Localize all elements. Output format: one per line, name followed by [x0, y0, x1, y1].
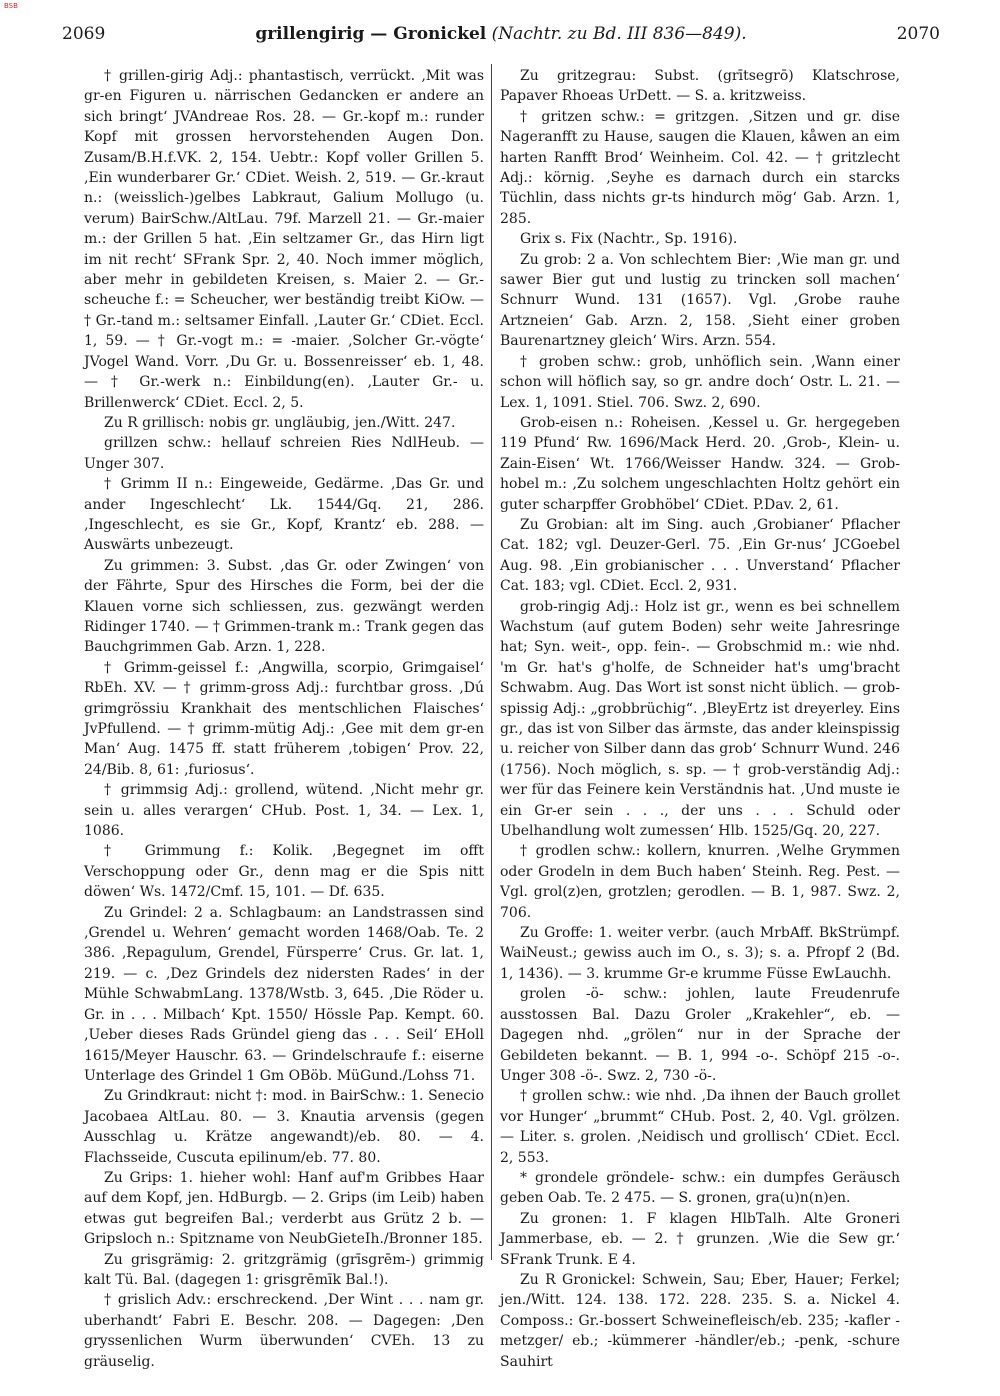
headword-range: grillengirig — Gronickel: [255, 24, 487, 44]
running-head: [62, 24, 940, 44]
dictionary-entry: † grislich Adv.: erschreckend. ‚Der Wint . . . nam gr. uberhandt‘ Fabri E. Beschr. 208. — Dagegen: ‚Den gryssenlichen Wurm überwunden‘ CVEh. 13 zu gräuselig.: [84, 1292, 484, 1370]
dictionary-entry: Zu Grips: 1. hieher wohl: Hanf auf'm Gribbes Haar auf dem Kopf, jen. HdBurgb. — 2. Grips (im Leib) haben etwas gut begreifen Bal.; verderbt aus Grütz 2 b. — Gripsloch n.: Spitzname von NeubGieteIh./Bronner 185.: [84, 1169, 484, 1248]
dictionary-entry: † Grimmung f.: Kolik. ‚Begegnet im offt Verschoppung oder Gr., denn mag er die Spis nitt döwen‘ Ws. 1472/Cmf. 15, 101. — Df. 635.: [84, 843, 484, 901]
dictionary-entry: * grondele gröndele- schw.: ein dumpfes Geräusch geben Oab. Te. 2 475. — S. gronen, gra(u)n(n)en.: [500, 1169, 900, 1207]
dictionary-entry: grillzen schw.: hellauf schreien Ries NdlHeub. — Unger 307.: [84, 435, 484, 472]
page-number-left: 2069: [62, 24, 106, 44]
dictionary-entry: Grix s. Fix (Nachtr., Sp. 1916).: [520, 231, 738, 248]
dictionary-entry: Grob-eisen n.: Roheisen. ‚Kessel u. Gr. hergegeben 119 Pfund‘ Rw. 1696/Mack Herd. 20. ‚Grob-, Klein- u. Zain-Eisen‘ Wt. 1766/Weisser Handw. 324. — Grob-hobel m.: ‚Zu solchem ungeschlachten Holtz gehört ein guter scharpffer Grobhöbel‘ CDiet. P.Dav. 2, 61.: [500, 414, 900, 513]
dictionary-entry: Zu grimmen: 3. Subst. ‚das Gr. oder Zwingen‘ von der Fährte, Spur des Hirsches die Form, bei der die Klauen vorne sich schliessen, zus. gezwängt werden Ridinger 1740. — † Grimmen-trank m.: Trank gegen das Bauchgrimmen Gab. Arzn. 1, 228.: [84, 557, 484, 656]
page-header: [62, 24, 940, 52]
dictionary-entry: Zu R grillisch: nobis gr. ungläubig, jen./Witt. 247.: [104, 414, 456, 431]
left-column: [84, 66, 484, 1372]
dictionary-entry: Zu Grindkraut: nicht †: mod. in BairSchw.: 1. Senecio Jacobaea AltLau. 80. — 3. Knautia arvensis (gegen Ausschlag u. Krätze angewandt)/eb. 80. — 4. Flachsseide, Cuscuta epilinum/eb. 77. 80.: [84, 1088, 484, 1166]
dictionary-entry: † Grimm-geissel f.: ‚Angwilla, scorpio, Grimgaisel‘ RbEh. XV. — † grimm-gross Adj.: furchtbar gross. ‚Dú grimgrössiu Krankhait des mentschlichen Flaisches‘ JvPfullend. — † grimm-mütig Adj.: ‚Gee mit dem gr-en Man‘ Aug. 1475 ff. statt früherem ‚tobigen‘ Prov. 22, 24/Bib. 8, 61: ‚furiosus‘.: [84, 659, 484, 778]
dictionary-entry: Zu grisgrämig: 2. gritzgrämig (grīsgrēm-) grimmig kalt Tü. Bal. (dagegen 1: grisgrēmīk Bal.!).: [84, 1251, 484, 1288]
page-number-right: 2070: [896, 24, 940, 44]
dictionary-entry: † groben schw.: grob, unhöflich sein. ‚Wann einer schon will höflich say, so gr. andre doch‘ Ostr. L. 21. — Lex. 1, 1091. Stiel. 706. Swz. 2, 690.: [500, 353, 900, 411]
dictionary-entry: Zu Grindel: 2 a. Schlagbaum: an Landstrassen sind ‚Grendel u. Wehren‘ gemacht worden 1468/Oab. Te. 2 386. ‚Repagulum, Grendel, Fürsperre‘ Crus. Gr. lat. 1, 219. — c. ‚Dez Grindels dez nidersten Rades‘ in der Mühle SchwabmLang. 1378/Wstb. 3, 645. ‚Die Röder u. Gr. in . . . Milbach‘ Kpt. 1550/ Hössle Pap. Kempt. 60. ‚Ueber dieses Rads Gründel gieng das . . . Seil‘ EHoll 1615/Meyer Hauschr. 63. — Grindelschraufe f.: eiserne Unterlage des Grindel 1 Gm OBöb. MüGund./Lohss 71.: [84, 904, 484, 1084]
dictionary-entry: Zu gronen: 1. F klagen HlbTalh. Alte Groneri Jammerbase, eb. — 2. † grunzen. ‚Wie die Sew gr.‘ SFrank Trunk. E 4.: [500, 1210, 900, 1268]
library-stamp: BSB: [4, 2, 18, 10]
dictionary-entry: † gritzen schw.: = gritzgen. ‚Sitzen und gr. dise Nageranfft zu Hause, saugen die Klauen, kåwen an eim harten Ranfft Brod‘ Weinheim. Col. 42. — † gritzlecht Adj.: körnig. ‚Seyhe es darnach durch ein starcks Tüchlin, dass nichts gr-ts hindurch mög‘ Gab. Arzn. 1, 285.: [500, 108, 900, 227]
dictionary-entry: Zu gritzegrau: Subst. (grītsegrō) Klatschrose, Papaver Rhoeas UrDett. — S. a. kritzweiss.: [500, 68, 900, 105]
supplement-reference: (Nachtr. zu Bd. III 836—849).: [491, 24, 747, 44]
dictionary-entry: grob-ringig Adj.: Holz ist gr., wenn es bei schnellem Wachstum (auf gutem Boden) sehr weite Jahresringe hat; Syn. weit-, opp. fein-. — Grobschmid m.: wie nhd. 'm Gr. hat's g'holfe, de Schneider hat's umg'bracht Schwabm. Aug. Das Wort ist sonst nicht üblich. — grob-spissig Adj.: „grobbrüchig“. ‚BleyErtz ist dreyerley. Eins gr., das ist von Silber das ärmste, das ander kleinspissig u. reicher von Silber dann das grob‘ Schnurr Wund. 246 (1756). Noch möglich, s. sp. — † grob-verständig Adj.: wer für das Feinere kein Verständnis hat. ‚Und muste ie ein Gr-er sein . . ., der uns . . . Schuld oder Ubelhandlung wolt zumessen‘ Hlb. 1525/Gq. 20, 227.: [500, 598, 901, 840]
dictionary-entry: † grollen schw.: wie nhd. ‚Da ihnen der Bauch grollet vor Hunger‘ „brummt“ CHub. Post. 2, 40. Vgl. grölzen. — Liter. s. grolen. ‚Neidisch und grollisch‘ CDiet. Eccl. 2, 553.: [500, 1088, 900, 1166]
dictionary-entry: Zu Grobian: alt im Sing. auch ‚Grobianer‘ Pflacher Cat. 182; vgl. Deuzer-Gerl. 75. ‚Ein Gr-nus‘ JCGoebel Aug. 98. ‚Ein grobianischer . . . Unverstand‘ Pflacher Cat. 183; vgl. CDiet. Eccl. 2, 931.: [500, 516, 900, 595]
dictionary-entry: Zu Groffe: 1. weiter verbr. (auch MrbAff. BkStrümpf. WaiNeust.; gewiss auch im O., s. 3); s. a. Pfropf 2 (Bd. 1, 1436). — 3. krumme Gr-e krumme Füsse EwLauchh.: [500, 925, 900, 982]
dictionary-entry: † Grimm II n.: Eingeweide, Gedärme. ‚Das Gr. und ander Ingeschlecht‘ Lk. 1544/Gq. 21, 286. ‚Ingeschlecht, es sie Gr., Kopf, Krantz‘ eb. 288. — Auswärts unbezeugt.: [84, 476, 484, 554]
right-column: [500, 66, 900, 1372]
dictionary-entry: † grillen-girig Adj.: phantastisch, verrückt. ‚Mit was gr-en Figuren u. närrischen Gedancken er andere an sich bringt‘ JVAndreae Ros. 28. — Gr.-kopf m.: runder Kopf mit grossen hervorstehenden Augen Don. Zusam/B.H.f.VK. 2, 154. Uebtr.: Kopf voller Grillen 5. ‚Ein wunderbarer Gr.‘ CDiet. Weish. 2, 519. — Gr.-kraut n.: (weisslich-)gelbes Labkraut, Galium Mollugo (u. verum) BairSchw./AltLau. 79f. Marzell 21. — Gr.-maier m.: der Grillen 5 hat. ‚Ein seltzamer Gr., das Hirn ligt im nit recht‘ SFrank Spr. 2, 40. Noch immer möglich, aber mehr in gebildeten Kreisen, s. Maier 2. — Gr.-scheuche f.: = Scheucher, wer beständig treibt KiOw. — † Gr.-tand m.: seltsamer Einfall. ‚Lauter Gr.‘ CDiet. Eccl. 1, 59. — † Gr.-vogt m.: = -maier. ‚Solcher Gr.-vögte‘ JVogel Wand. Vorr. ‚Du Gr. u. Bossenreisser‘ eb. 1, 48. — † Gr.-werk n.: Einbildung(en). ‚Lauter Gr.- u. Brillenwerck‘ CDiet. Eccl. 2, 5.: [84, 68, 484, 411]
dictionary-entry: grolen -ö- schw.: johlen, laute Freudenrufe ausstossen Bal. Dazu Groler „Krakehler“, eb. — Dagegen nhd. „grölen“ nur in der Sprache der Gebildeten bekannt. — B. 1, 994 -o-. Schöpf 215 -o-. Unger 308 -ö-. Swz. 2, 730 -ö-.: [500, 986, 900, 1084]
dictionary-entry: † grodlen schw.: kollern, knurren. ‚Welhe Grymmen oder Grodeln in dem Buch haben‘ Steinh. Reg. Pest. — Vgl. grol(z)en, grotzlen; gerodlen. — B. 1, 987. Swz. 2, 706.: [500, 843, 900, 921]
column-divider: [491, 64, 492, 1260]
dictionary-entry: † grimmsig Adj.: grollend, wütend. ‚Nicht mehr gr. sein u. alles verargen‘ CHub. Post. 1, 34. — Lex. 1, 1086.: [84, 782, 484, 840]
dictionary-entry: Zu grob: 2 a. Von schlechtem Bier: ‚Wie man gr. und sawer Bier gut und lustig zu trincken soll machen‘ Schnurr Wund. 131 (1657). Vgl. ‚Grobe rauhe Artzneien‘ Gab. Arzn. 2, 158. ‚Sieht einer groben Baurenartzney gleich‘ Wirs. Arzn. 554.: [500, 251, 900, 350]
dictionary-entry: Zu R Gronickel: Schwein, Sau; Eber, Hauer; Ferkel; jen./Witt. 124. 138. 172. 228. 235. S. a. Nickel 4. Composs.: Gr.-bossert Schweinefleisch/eb. 235; -kafler -metzger/ eb.; -kümmerer -händler/eb.; -penk, -schure Sauhirt: [500, 1271, 900, 1370]
